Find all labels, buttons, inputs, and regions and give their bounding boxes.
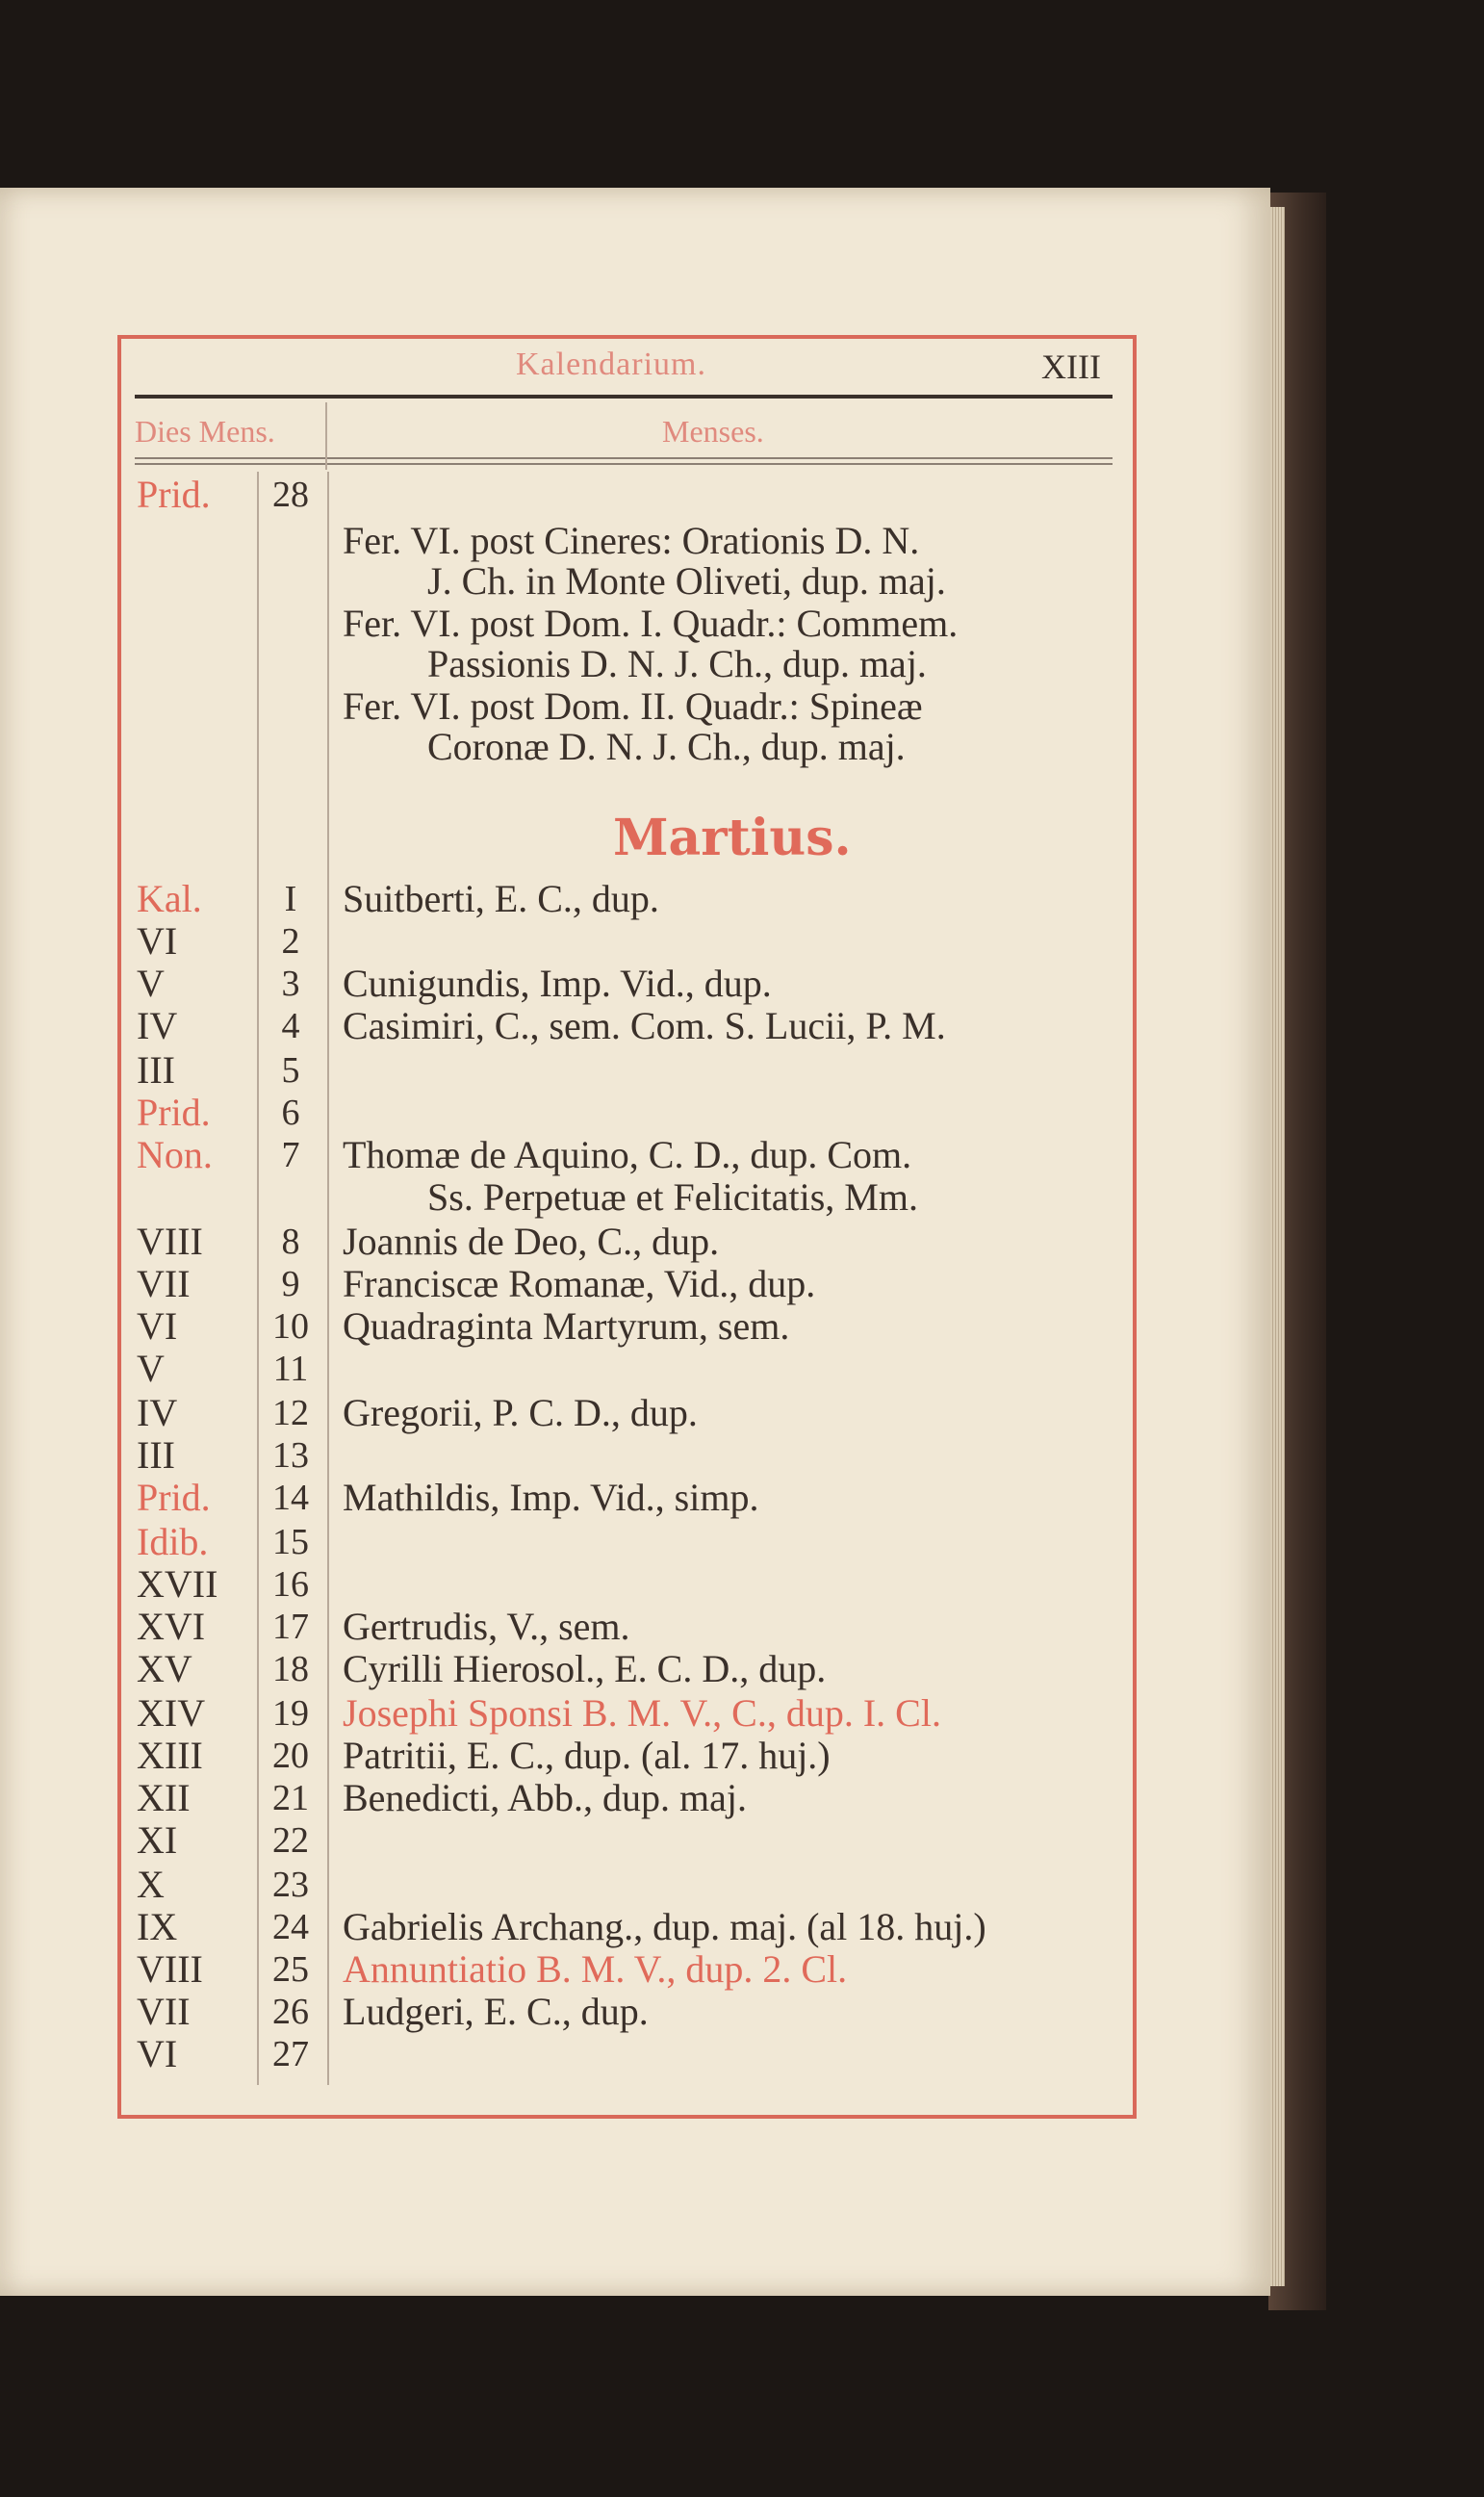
roman-day: XVII bbox=[137, 1562, 218, 1606]
roman-day: III bbox=[137, 1048, 175, 1092]
column-header-menses: Menses. bbox=[662, 414, 764, 449]
roman-day: IX bbox=[137, 1905, 178, 1948]
calendar-row bbox=[0, 474, 1155, 516]
roman-day: XIV bbox=[137, 1691, 206, 1735]
calendar-row bbox=[0, 1392, 1155, 1434]
calendar-row bbox=[0, 1005, 1155, 1047]
column-divider-header bbox=[325, 402, 327, 470]
day-number: 6 bbox=[281, 1093, 300, 1133]
calendar-row bbox=[0, 726, 1155, 768]
calendar-row bbox=[0, 1477, 1155, 1519]
feast-entry: Franciscæ Romanæ, Vid., dup. bbox=[343, 1262, 816, 1305]
calendar-row bbox=[0, 1948, 1155, 1991]
day-number: 18 bbox=[272, 1649, 309, 1689]
feast-entry: Mathildis, Imp. Vid., simp. bbox=[343, 1476, 759, 1519]
roman-day: V bbox=[137, 1347, 165, 1390]
day-number: 22 bbox=[272, 1820, 309, 1861]
day-number: I bbox=[284, 879, 297, 919]
roman-day: XII bbox=[137, 1776, 191, 1819]
day-number: 15 bbox=[272, 1522, 309, 1562]
page-number: XIII bbox=[1041, 348, 1101, 386]
calendar-row bbox=[0, 2033, 1155, 2075]
day-number: 4 bbox=[281, 1006, 300, 1046]
feast-entry: Gregorii, P. C. D., dup. bbox=[343, 1391, 698, 1434]
day-number: 20 bbox=[272, 1736, 309, 1776]
feast-entry: Josephi Sponsi B. M. V., C., dup. I. Cl. bbox=[343, 1691, 941, 1735]
calendar-row bbox=[0, 920, 1155, 963]
day-number: 8 bbox=[281, 1222, 300, 1262]
day-number: 28 bbox=[272, 475, 309, 515]
roman-day: VI bbox=[137, 2032, 178, 2075]
day-number: 17 bbox=[272, 1607, 309, 1647]
feast-entry: Coronæ D. N. J. Ch., dup. maj. bbox=[427, 725, 906, 768]
roman-day: XIII bbox=[137, 1734, 203, 1777]
roman-day: Prid. bbox=[137, 473, 211, 516]
day-number: 23 bbox=[272, 1865, 309, 1905]
roman-day: V bbox=[137, 962, 165, 1005]
column-header-rule bbox=[135, 457, 1113, 459]
roman-day: IV bbox=[137, 1004, 178, 1047]
feast-entry: Cunigundis, Imp. Vid., dup. bbox=[343, 962, 772, 1005]
roman-day: VI bbox=[137, 1304, 178, 1348]
day-number: 16 bbox=[272, 1564, 309, 1605]
calendar-row bbox=[0, 1434, 1155, 1477]
feast-entry: Passionis D. N. J. Ch., dup. maj. bbox=[427, 642, 927, 685]
roman-day: III bbox=[137, 1433, 175, 1477]
feast-entry: Fer. VI. post Dom. II. Quadr.: Spineæ bbox=[343, 684, 923, 728]
roman-day: VII bbox=[137, 1262, 191, 1305]
calendar-row bbox=[0, 878, 1155, 920]
calendar-row bbox=[0, 603, 1155, 645]
roman-day: Prid. bbox=[137, 1091, 211, 1134]
day-number: 14 bbox=[272, 1478, 309, 1518]
feast-entry: Joannis de Deo, C., dup. bbox=[343, 1220, 720, 1263]
roman-day: XVI bbox=[137, 1605, 206, 1648]
day-number: 19 bbox=[272, 1693, 309, 1734]
calendar-row bbox=[0, 1606, 1155, 1648]
calendar-row bbox=[0, 1864, 1155, 1906]
calendar-row bbox=[0, 1735, 1155, 1777]
calendar-row bbox=[0, 1777, 1155, 1819]
calendar-row bbox=[0, 1563, 1155, 1606]
roman-day: XV bbox=[137, 1647, 192, 1690]
calendar-row bbox=[0, 1134, 1155, 1176]
feast-entry: Fer. VI. post Cineres: Orationis D. N. bbox=[343, 519, 920, 562]
day-number: 3 bbox=[281, 964, 300, 1004]
day-number: 13 bbox=[272, 1435, 309, 1476]
calendar-row bbox=[0, 1092, 1155, 1134]
day-number: 5 bbox=[281, 1050, 300, 1091]
roman-day: IV bbox=[137, 1391, 178, 1434]
calendar-row bbox=[0, 643, 1155, 685]
feast-entry: Suitberti, E. C., dup. bbox=[343, 877, 659, 920]
feast-entry: Thomæ de Aquino, C. D., dup. Com. bbox=[343, 1133, 912, 1176]
feast-entry: Patritii, E. C., dup. (al. 17. huj.) bbox=[343, 1734, 831, 1777]
feast-entry: Gabrielis Archang., dup. maj. (al 18. huj.) bbox=[343, 1905, 986, 1948]
roman-day: VI bbox=[137, 919, 178, 963]
day-number: 9 bbox=[281, 1264, 300, 1304]
header-rule bbox=[135, 395, 1113, 399]
roman-day: VII bbox=[137, 1990, 191, 2033]
day-number: 21 bbox=[272, 1778, 309, 1818]
feast-entry: Ludgeri, E. C., dup. bbox=[343, 1990, 649, 2033]
day-number: 24 bbox=[272, 1907, 309, 1947]
roman-day: Kal. bbox=[137, 877, 202, 920]
day-number: 26 bbox=[272, 1992, 309, 2032]
calendar-row bbox=[0, 560, 1155, 603]
calendar-row bbox=[0, 1991, 1155, 2033]
day-number: 7 bbox=[281, 1135, 300, 1175]
calendar-row bbox=[0, 1221, 1155, 1263]
feast-entry: Quadraginta Martyrum, sem. bbox=[343, 1304, 790, 1348]
roman-day: VIII bbox=[137, 1220, 203, 1263]
feast-entry: Casimiri, C., sem. Com. S. Lucii, P. M. bbox=[343, 1004, 946, 1047]
feast-entry: Benedicti, Abb., dup. maj. bbox=[343, 1776, 747, 1819]
day-number: 12 bbox=[272, 1393, 309, 1433]
day-number: 25 bbox=[272, 1949, 309, 1990]
roman-day: Idib. bbox=[137, 1520, 209, 1563]
roman-day: Non. bbox=[137, 1133, 213, 1176]
feast-entry: Cyrilli Hierosol., E. C. D., dup. bbox=[343, 1647, 827, 1690]
feast-entry: Ss. Perpetuæ et Felicitatis, Mm. bbox=[427, 1175, 918, 1219]
day-number: 2 bbox=[281, 921, 300, 962]
column-header-dies: Dies Mens. bbox=[135, 414, 275, 449]
day-number: 11 bbox=[272, 1349, 309, 1389]
day-number: 10 bbox=[272, 1306, 309, 1347]
feast-entry: Gertrudis, V., sem. bbox=[343, 1605, 630, 1648]
calendar-row bbox=[0, 1906, 1155, 1948]
calendar-row bbox=[0, 520, 1155, 562]
calendar-row bbox=[0, 1305, 1155, 1348]
calendar-row bbox=[0, 1263, 1155, 1305]
calendar-row bbox=[0, 1348, 1155, 1390]
calendar-row bbox=[0, 1819, 1155, 1862]
calendar-row bbox=[0, 1049, 1155, 1092]
feast-entry: Annuntiatio B. M. V., dup. 2. Cl. bbox=[343, 1947, 848, 1991]
running-title: Kalendarium. bbox=[516, 347, 706, 382]
roman-day: X bbox=[137, 1863, 165, 1906]
month-title: Martius. bbox=[613, 809, 852, 867]
calendar-row bbox=[0, 1176, 1155, 1219]
calendar-row bbox=[0, 685, 1155, 728]
feast-entry: J. Ch. in Monte Oliveti, dup. maj. bbox=[427, 559, 946, 603]
roman-day: Prid. bbox=[137, 1476, 211, 1519]
calendar-row bbox=[0, 1521, 1155, 1563]
calendar-row bbox=[0, 1648, 1155, 1690]
day-number: 27 bbox=[272, 2034, 309, 2074]
roman-day: VIII bbox=[137, 1947, 203, 1991]
feast-entry: Fer. VI. post Dom. I. Quadr.: Commem. bbox=[343, 602, 959, 645]
calendar-row bbox=[0, 1692, 1155, 1735]
roman-day: XI bbox=[137, 1818, 178, 1862]
calendar-row bbox=[0, 963, 1155, 1005]
